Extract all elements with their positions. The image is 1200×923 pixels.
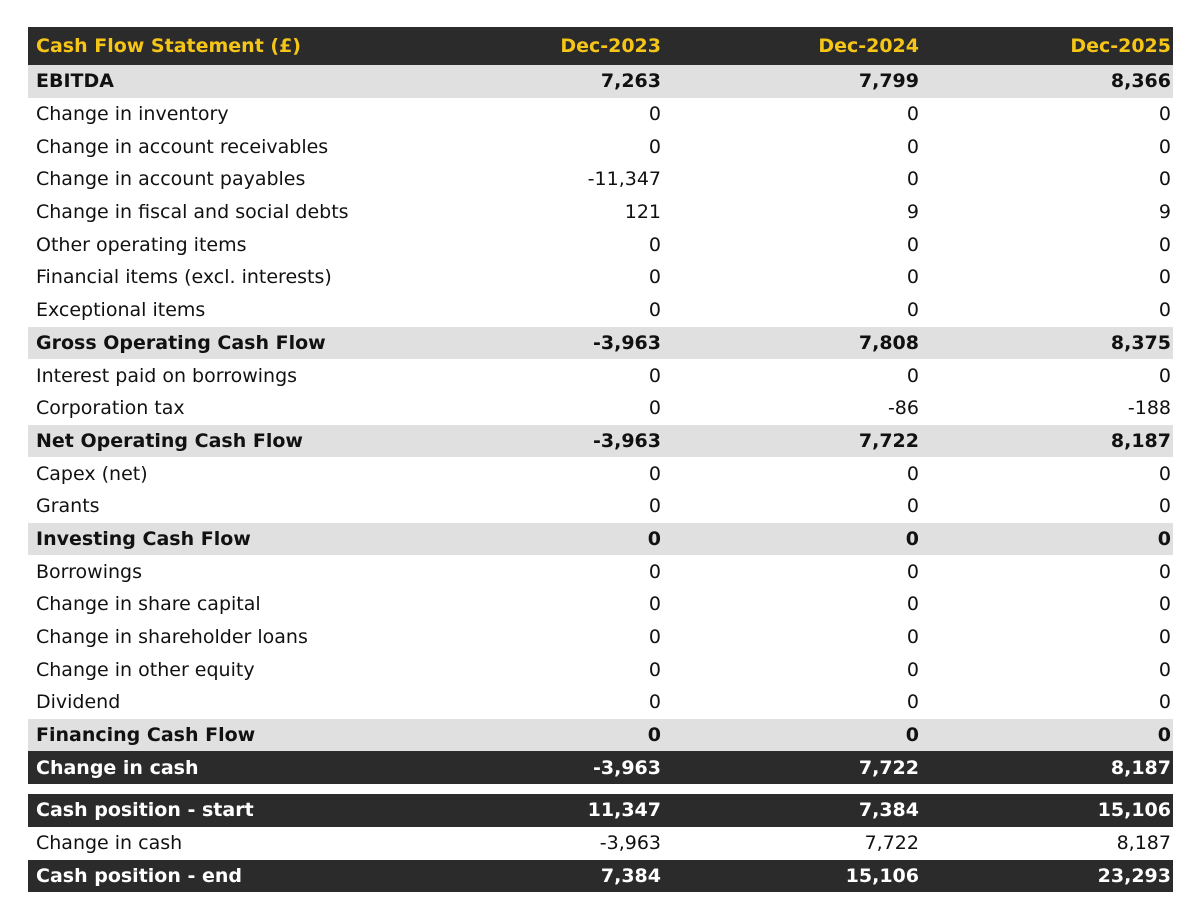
cell-value: 0	[1158, 299, 1171, 322]
cell-value: -86	[887, 397, 919, 420]
row-label: Net Operating Cash Flow	[36, 429, 303, 452]
cell-value: 8,187	[1116, 832, 1171, 855]
cell-value: 0	[1158, 626, 1171, 649]
cell-value: 0	[906, 103, 919, 126]
cell-value: 7,384	[600, 864, 661, 887]
cell-value: 0	[1158, 658, 1171, 681]
cell-value: 7,722	[858, 756, 919, 779]
cell-value: 0	[1157, 724, 1171, 747]
cell-value: 0	[906, 462, 919, 485]
table-row	[28, 425, 1173, 458]
row-label: Cash position - start	[36, 799, 254, 822]
row-label: Grants	[36, 495, 100, 518]
table-row	[28, 794, 1173, 827]
row-label: Exceptional items	[36, 299, 206, 322]
cell-value: -3,963	[593, 429, 661, 452]
row-label: Investing Cash Flow	[36, 527, 251, 550]
table-row	[28, 827, 1173, 860]
cell-value: 0	[906, 299, 919, 322]
cell-value: 0	[906, 691, 919, 714]
row-label: Financial items (excl. interests)	[36, 266, 332, 289]
row-label: Change in share capital	[36, 593, 261, 616]
cell-value: 7,808	[858, 331, 919, 354]
row-label: Change in shareholder loans	[36, 626, 308, 649]
cell-value: -3,963	[593, 756, 661, 779]
row-label: Dividend	[36, 691, 121, 714]
cell-value: 0	[648, 691, 661, 714]
cell-value: 121	[624, 201, 661, 224]
cell-value: 0	[905, 527, 919, 550]
cell-value: 0	[648, 135, 661, 158]
cell-value: 0	[1158, 168, 1171, 191]
cell-value: 0	[648, 299, 661, 322]
table-row	[28, 327, 1173, 360]
table-row	[28, 686, 1173, 719]
row-label: Financing Cash Flow	[36, 724, 256, 747]
cell-value: 9	[1158, 201, 1171, 224]
section-divider	[28, 784, 1173, 794]
cell-value: 0	[906, 364, 919, 387]
cell-value: 0	[647, 724, 661, 747]
row-label: Borrowings	[36, 560, 142, 583]
cell-value: 0	[906, 495, 919, 518]
cell-value: 0	[906, 168, 919, 191]
cell-value: 0	[1158, 593, 1171, 616]
table-row	[28, 163, 1173, 196]
cell-value: 8,187	[1110, 429, 1171, 452]
cell-value: 0	[1158, 135, 1171, 158]
cell-value: 0	[906, 658, 919, 681]
cell-value: 0	[906, 135, 919, 158]
cell-value: 0	[648, 495, 661, 518]
cell-value: 23,293	[1097, 864, 1171, 887]
cell-value: 7,384	[858, 799, 919, 822]
table-row	[28, 490, 1173, 523]
cell-value: 0	[648, 397, 661, 420]
row-label: Change in account receivables	[36, 135, 329, 158]
cell-value: 0	[1158, 691, 1171, 714]
cell-value: 0	[648, 658, 661, 681]
table-row	[28, 130, 1173, 163]
cell-value: 0	[648, 626, 661, 649]
cell-value: 0	[648, 593, 661, 616]
cell-value: 7,722	[858, 429, 919, 452]
cell-value: 8,375	[1110, 331, 1171, 354]
table-row	[28, 860, 1173, 893]
cash-flow-table	[28, 27, 1173, 892]
cell-value: 0	[1158, 233, 1171, 256]
period-header: Dec-2025	[1070, 35, 1171, 57]
table-row	[28, 719, 1173, 752]
cell-value: -11,347	[587, 168, 661, 191]
cell-value: 0	[648, 103, 661, 126]
row-label: Change in inventory	[36, 103, 229, 126]
row-label: Capex (net)	[36, 462, 148, 485]
row-label: Change in other equity	[36, 658, 255, 681]
table-row	[28, 261, 1173, 294]
row-label: Gross Operating Cash Flow	[36, 331, 326, 354]
cell-value: 0	[1158, 560, 1171, 583]
cell-value: 8,187	[1110, 756, 1171, 779]
table-row	[28, 588, 1173, 621]
cell-value: -188	[1127, 397, 1171, 420]
cell-value: 7,722	[864, 832, 919, 855]
table-row	[28, 392, 1173, 425]
cell-value: 0	[905, 724, 919, 747]
table-row	[28, 751, 1173, 784]
cell-value: 0	[1158, 495, 1171, 518]
cell-value: 0	[648, 560, 661, 583]
cell-value: 0	[1157, 527, 1171, 550]
row-label: Change in fiscal and social debts	[36, 201, 349, 224]
table-title: Cash Flow Statement (£)	[36, 35, 301, 57]
period-header: Dec-2024	[818, 35, 919, 57]
row-label: Change in cash	[36, 756, 199, 779]
cell-value: 0	[648, 462, 661, 485]
table-row	[28, 457, 1173, 490]
period-header: Dec-2023	[560, 35, 661, 57]
cell-value: -3,963	[593, 331, 661, 354]
cell-value: 0	[648, 233, 661, 256]
cell-value: 0	[1158, 103, 1171, 126]
cell-value: 0	[1158, 364, 1171, 387]
cell-value: -3,963	[599, 832, 661, 855]
table-row	[28, 621, 1173, 654]
cell-value: 0	[647, 527, 661, 550]
table-row	[28, 65, 1173, 98]
cell-value: 0	[1158, 266, 1171, 289]
cell-value: 15,106	[1097, 799, 1171, 822]
row-label: Change in cash	[36, 832, 183, 855]
cell-value: 7,799	[858, 70, 919, 93]
cell-value: 0	[648, 364, 661, 387]
cell-value: 15,106	[845, 864, 919, 887]
row-label: Interest paid on borrowings	[36, 364, 298, 387]
table-row	[28, 653, 1173, 686]
cell-value: 0	[906, 233, 919, 256]
cell-value: 11,347	[587, 799, 661, 822]
table-row	[28, 555, 1173, 588]
cell-value: 0	[906, 560, 919, 583]
row-label: Other operating items	[36, 233, 247, 256]
cell-value: 0	[1158, 462, 1171, 485]
cell-value: 7,263	[600, 70, 661, 93]
cell-value: 9	[906, 201, 919, 224]
table-row	[28, 523, 1173, 556]
cell-value: 0	[906, 266, 919, 289]
table-row	[28, 98, 1173, 131]
row-label: Corporation tax	[36, 397, 185, 420]
row-label: Cash position - end	[36, 864, 242, 887]
row-label: Change in account payables	[36, 168, 306, 191]
cell-value: 0	[906, 593, 919, 616]
row-label: EBITDA	[36, 70, 114, 93]
cell-value: 0	[906, 626, 919, 649]
table-row	[28, 196, 1173, 229]
table-row	[28, 359, 1173, 392]
table-header-row	[28, 27, 1173, 65]
table-row	[28, 228, 1173, 261]
cell-value: 0	[648, 266, 661, 289]
cell-value: 8,366	[1110, 70, 1171, 93]
table-row	[28, 294, 1173, 327]
